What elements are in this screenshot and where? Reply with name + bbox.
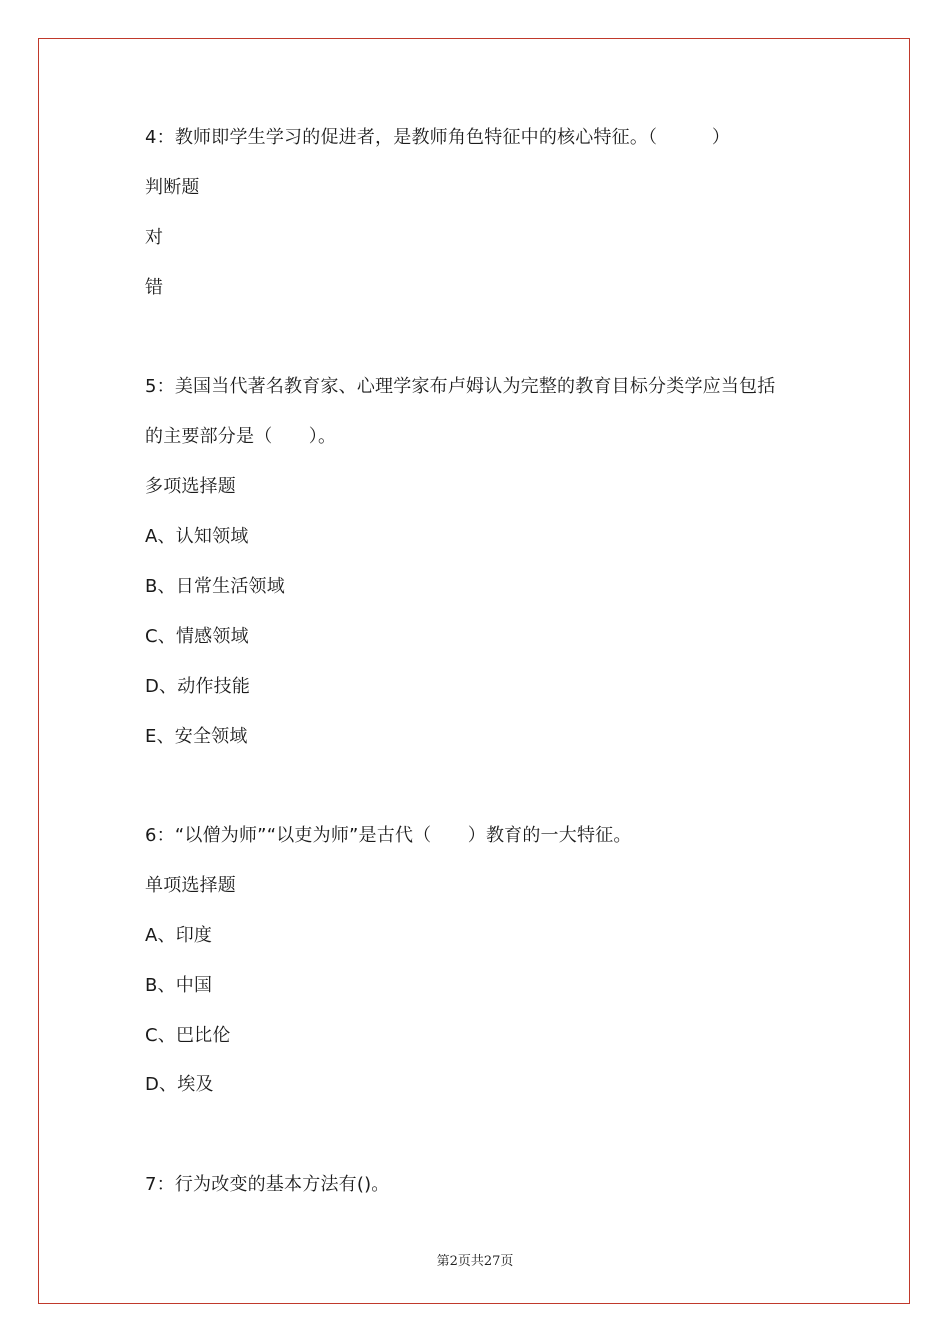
question-5-option-c: C、情感领域: [145, 626, 249, 647]
question-5-option-a: A、认知领域: [145, 526, 249, 547]
question-5-option-d: D、动作技能: [145, 676, 251, 697]
question-6-option-a: A、印度: [145, 925, 213, 946]
question-6-stem: 6：“以僧为师”“以吏为师”是古代（ ）教育的一大特征。: [145, 825, 632, 846]
question-4-option-false: 错: [145, 277, 164, 298]
question-6-option-b: B、中国: [145, 975, 213, 996]
question-5-option-b: B、日常生活领域: [145, 576, 285, 597]
question-4-type: 判断题: [145, 177, 200, 198]
question-5-stem-line-2: 的主要部分是（ ）。: [145, 426, 337, 447]
page-border: [38, 38, 910, 1304]
question-6-option-d: D、埃及: [145, 1074, 214, 1095]
question-6-option-c: C、巴比伦: [145, 1025, 231, 1046]
question-6-type: 单项选择题: [145, 875, 236, 896]
question-7-stem: 7：行为改变的基本方法有()。: [145, 1174, 390, 1195]
question-5-type: 多项选择题: [145, 476, 236, 497]
question-4-option-true: 对: [145, 227, 164, 248]
page-number: 第2页共27页: [436, 1254, 514, 1269]
question-5-stem-line-1: 5：美国当代著名教育家、心理学家布卢姆认为完整的教育目标分类学应当包括: [145, 376, 776, 397]
question-4-stem: 4：教师即学生学习的促进者，是教师角色特征中的核心特征。（ ）: [145, 127, 731, 148]
question-5-option-e: E、安全领域: [145, 726, 248, 747]
